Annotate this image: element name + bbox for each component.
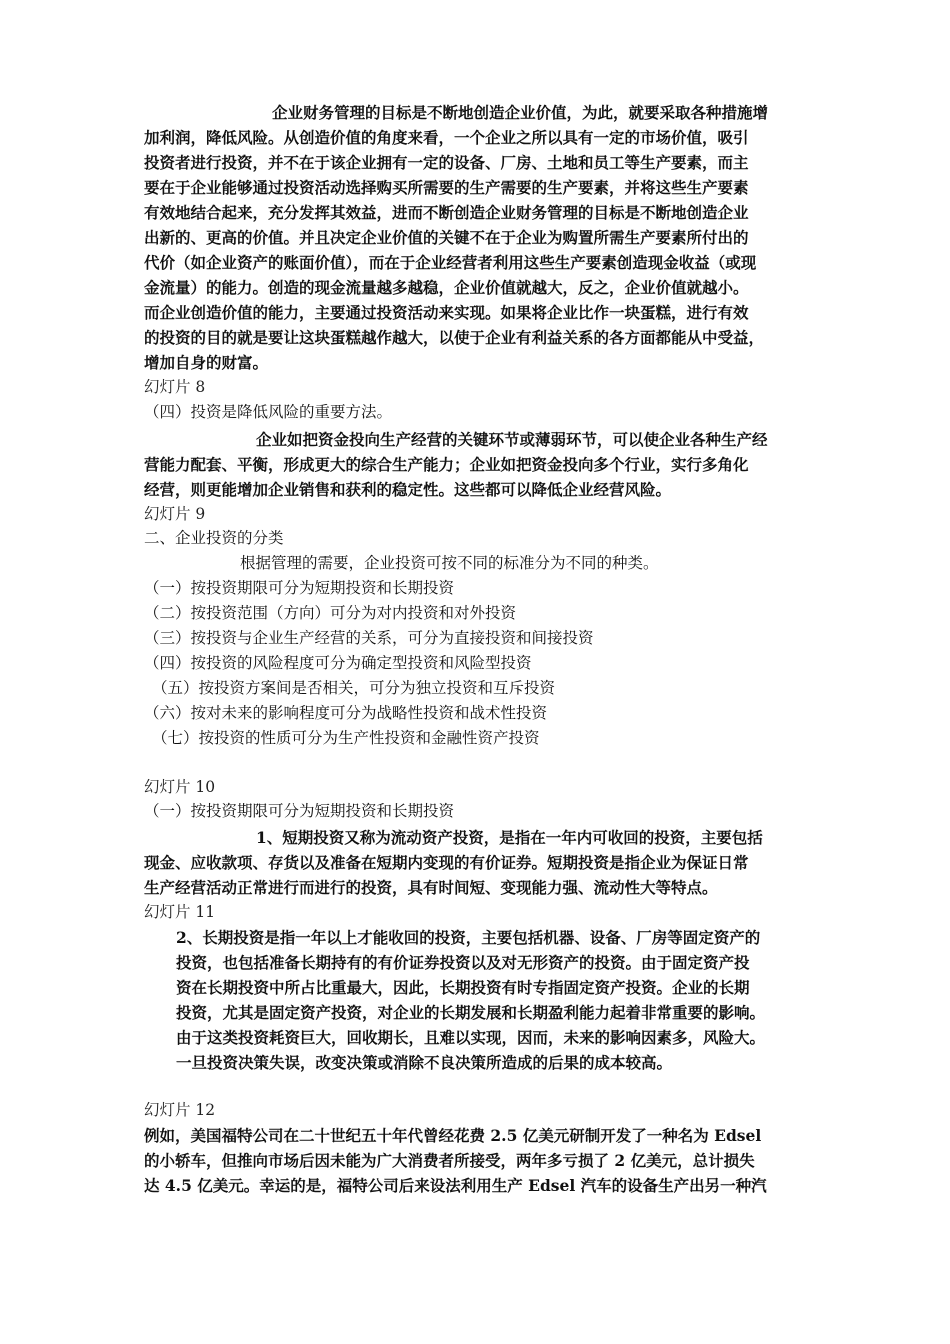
para3-line-2: 现金、应收款项、存货以及准备在短期内变现的有价证券。短期投资是指企业为保证日常 [144,853,749,872]
para1-line-6: 出新的、更高的价值。并且决定企业价值的关键不在于企业为购置所需生产要素所付出的 [144,228,749,247]
para1-line-2: 加利润，降低风险。从创造价值的角度来看，一个企业之所以具有一定的市场价值，吸引 [144,128,749,147]
para5-line-3: 达 4.5 亿美元。幸运的是，福特公司后来设法利用生产 Edsel 汽车的设备生产出另一种汽 [144,1176,767,1195]
para1-line-9: 而企业创造价值的能力，主要通过投资活动来实现。如果将企业比作一块蛋糕，进行有效 [144,303,749,322]
slide-label-9: 幻灯片 9 [144,505,206,523]
category-item-3: （三）按投资与企业生产经营的关系，可分为直接投资和间接投资 [144,629,594,647]
para1-line-5: 有效地结合起来，充分发挥其效益，进而不断创造企业财务管理的目标是不断地创造企业 [144,203,749,222]
para2-line-3: 经营，则更能增加企业销售和获利的稳定性。这些都可以降低企业经营风险。 [144,480,672,499]
para1-line-10: 的投资的目的就是要让这块蛋糕越作越大，以使于企业有利益关系的各方面都能从中受益， [144,328,765,347]
para3-line-3: 生产经营活动正常进行而进行的投资，具有时间短、变现能力强、流动性大等特点。 [144,878,718,897]
para1-line-1: 企业财务管理的目标是不断地创造企业价值，为此，就要采取各种措施增 [272,103,769,122]
category-item-7: （七）按投资的性质可分为生产性投资和金融性资产投资 [152,729,540,747]
slide-label-11: 幻灯片 11 [144,903,216,921]
para4-line-1: 2、长期投资是指一年以上才能收回的投资，主要包括机器、设备、厂房等固定资产的 [176,928,761,947]
category-item-4: （四）按投资的风险程度可分为确定型投资和风险型投资 [144,654,532,672]
para4-line-6: 一旦投资决策失误，改变决策或消除不良决策所造成的后果的成本较高。 [176,1053,673,1072]
heading-short-long-term: （一）按投资期限可分为短期投资和长期投资 [144,802,455,820]
category-item-1: （一）按投资期限可分为短期投资和长期投资 [144,579,455,597]
para4-line-5: 由于这类投资耗资巨大，回收期长，且难以实现，因而，未来的影响因素多，风险大。 [176,1028,766,1047]
slide-label-10: 幻灯片 10 [144,778,216,796]
para1-line-4: 要在于企业能够通过投资活动选择购买所需要的生产需要的生产要素，并将这些生产要素 [144,178,749,197]
para1-line-3: 投资者进行投资，并不在于该企业拥有一定的设备、厂房、土地和员工等生产要素，而主 [144,153,749,172]
para1-line-7: 代价（如企业资产的账面价值），而在于企业经营者利用这些生产要素创造现金收益（或现 [144,253,757,272]
classification-intro: 根据管理的需要，企业投资可按不同的标准分为不同的种类。 [240,554,659,572]
category-item-2: （二）按投资范围（方向）可分为对内投资和对外投资 [144,604,517,622]
para4-line-3: 资在长期投资中所占比重最大，因此，长期投资有时专指固定资产投资。企业的长期 [176,978,750,997]
para1-line-8: 金流量）的能力。创造的现金流量越多越稳，企业价值就越大，反之，企业价值就越小。 [144,278,749,297]
para5-line-2: 的小轿车，但推向市场后因未能为广大消费者所接受，两年多亏损了 2 亿美元，总计损失 [144,1151,755,1170]
heading-risk-reduction: （四）投资是降低风险的重要方法。 [144,403,393,421]
para4-line-2: 投资，也包括准备长期持有的有价证券投资以及对无形资产的投资。由于固定资产投 [176,953,750,972]
section-heading-classification: 二、企业投资的分类 [144,529,284,547]
category-item-5: （五）按投资方案间是否相关，可分为独立投资和互斥投资 [152,679,556,697]
slide-label-12: 幻灯片 12 [144,1101,216,1119]
para3-line-1: 1、短期投资又称为流动资产投资，是指在一年内可收回的投资，主要包括 [256,828,763,847]
category-item-6: （六）按对未来的影响程度可分为战略性投资和战术性投资 [144,704,548,722]
para4-line-4: 投资，尤其是固定资产投资，对企业的长期发展和长期盈利能力起着非常重要的影响。 [176,1003,766,1022]
para2-line-1: 企业如把资金投向生产经营的关键环节或薄弱环节，可以使企业各种生产经 [256,430,768,449]
slide-label-8: 幻灯片 8 [144,378,206,396]
para1-line-11: 增加自身的财富。 [144,353,269,372]
para5-line-1: 例如，美国福特公司在二十世纪五十年代曾经花费 2.5 亿美元研制开发了一种名为 Edsel [144,1126,762,1145]
para2-line-2: 营能力配套、平衡，形成更大的综合生产能力；企业如把资金投向多个行业，实行多角化 [144,455,749,474]
